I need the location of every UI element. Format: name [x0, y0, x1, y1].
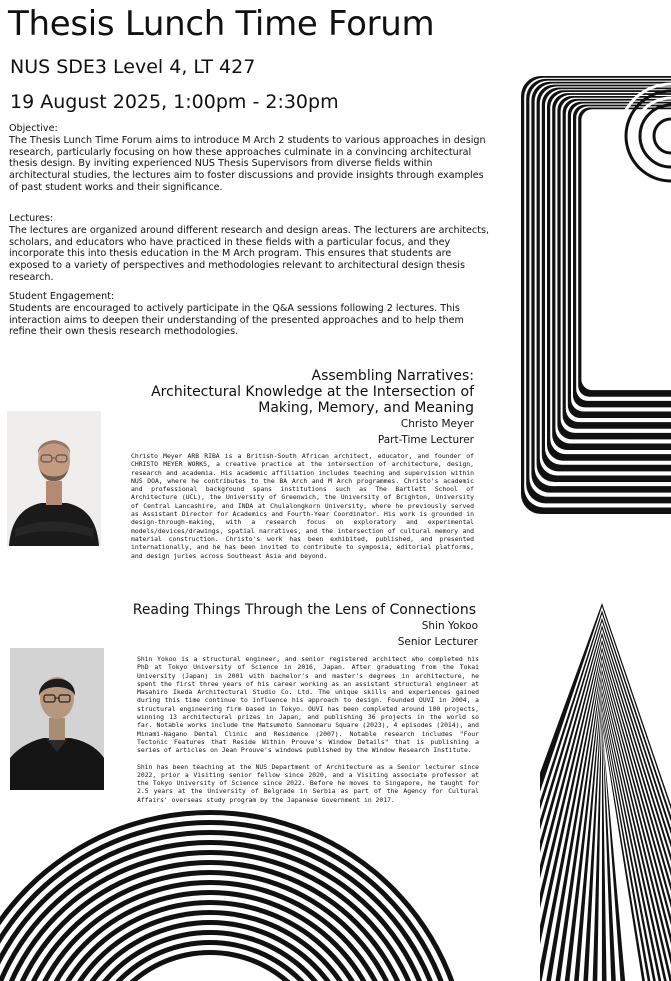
- event-venue: NUS SDE3 Level 4, LT 427: [10, 56, 256, 78]
- lectures-body: The lectures are organized around different research and design areas. The lecturers are architects, scholars, and educators who have practiced in these fields with a particular focus, and they incorporate this into thesis education in the M Arch program. This ensures that students are exposed to a variety of perspectives and methodologies relevant to architectural design thesis research.: [9, 224, 490, 283]
- pattern-stripe: [581, 109, 671, 390]
- bio-paragraph: Christo Meyer ARB RIBA is a British-South African architect, educator, and founder of CHRISTO MEYER WORKS, a creative practice at the intersection of architecture, design, research and academia. His academic affiliation includes teaching and supervision within NUS DOA, where he contributes to the BA Arch and M Arch programmes. Christo's academic and professional background spans institutions such as The Bartlett School of Architecture (UCL), the University of Greenwich, the University of Brighton, University of Central Lancashire, and INDA at Chulalongkorn University, where he previously served as Assistant Director for Academics and Fourth-Year Coordinator. His work is grounded in design-through-making, with a research focus on exploratory and experimental models/devices/drawings, spatial narratives, and the intersection of cultural memory and material construction. Christo's work has been exhibited, published, and presented internationally, and he has been invited to contribute to symposia, editorial platforms, and design juries across Southeast Asia and beyond.: [131, 452, 474, 560]
- speaker-photo-shin-yokoo: [10, 648, 104, 790]
- talk-2-title: [120, 602, 476, 618]
- talk-2-speaker-role: Senior Lecturer: [397, 636, 478, 648]
- bio-paragraph: Shin has been teaching at the NUS Department of Architecture as a Senior lecturer since 2022, prior a Visiting senior fellow since 2020, and a Visiting associate professor at the Tokyo University of Science since 2022. Before he moves to Singapore, he taught for 2.5 years at the University of Belgrade in Serbia as part of the Agency for Cultural Affairs' overseas study program by the Japanese Government in 2017.: [137, 762, 479, 804]
- engagement-body: Students are encouraged to actively participate in the Q&A sessions following 2 lectures. This interaction aims to deepen their understanding of the presented approaches and to help them refine their own thesis research methodologies.: [9, 302, 464, 338]
- talk-1-title-line: Architectural Knowledge at the Intersection of: [151, 384, 474, 400]
- event-datetime: 19 August 2025, 1:00pm - 2:30pm: [10, 91, 339, 113]
- talk-1-speaker-role: Part-Time Lecturer: [377, 434, 474, 446]
- talk-1-title-line: Making, Memory, and Meaning: [258, 400, 474, 416]
- talk-1-speaker-name: Christo Meyer: [400, 418, 474, 430]
- talk-2-title-line: Reading Things Through the Lens of Connections: [132, 602, 476, 618]
- talk-2-speaker-bio: [137, 655, 479, 804]
- engagement-heading: Student Engagement:: [9, 291, 115, 302]
- objective-heading: Objective:: [9, 123, 58, 134]
- arch-pattern-graphic: [0, 810, 560, 981]
- talk-1-title-line: Assembling Narratives:: [311, 368, 474, 384]
- engagement-section: [9, 291, 489, 338]
- talk-2-speaker-name: Shin Yokoo: [421, 620, 478, 632]
- lectures-section: [9, 213, 489, 284]
- talk-1-title: [140, 368, 474, 416]
- objective-section: [9, 123, 489, 194]
- speaker-photo-christo-meyer: [7, 411, 101, 546]
- page-title: Thesis Lunch Time Forum: [8, 4, 435, 44]
- bio-paragraph: Shin Yokoo is a structural engineer, and senior registered architect who completed his PhD at Tokyo University of Science in 2016, Japan. After graduating from the Tokai University (Japan) in 2001 with bachelor's and master's degrees in architecture, he spent the first three years of his career working as an assistant structural engineer at Masahiro Ikeda Architectural Studio Co. Ltd. The unique skills and experiences gained during this time continue to influence his approach to design. Founded OUVI in 2004, a structural engineering firm based in Tokyo. OUVI has been completed around 100 projects, winning 13 architectural prizes in Japan, and publishing 36 projects in the world so far. Notable works include the Matsumoto Sannomaru Square (2023), 4 episodes (2014), and Minami-Nagano Dental Clinic and Residence (2007). Notable research includes "Four Tectonic Features that Reside Within Prouve's Window Details" that is publishing a series of articles on Jean Prouve's windows published by the Window Research Institute.: [137, 655, 479, 755]
- objective-body: The Thesis Lunch Time Forum aims to introduce M Arch 2 students to various approaches in design research, particularly focusing on how these approaches culminate in a convincing architectural thesis design. By inviting experienced NUS Thesis Supervisors from diverse fields within architectural studies, the lectures aim to foster discussions and provide insights through examples of past student works and their significance.: [9, 134, 486, 193]
- rectangle-pattern-graphic: [521, 76, 671, 514]
- talk-1-speaker-bio: [131, 452, 474, 560]
- lectures-heading: Lectures:: [9, 213, 54, 224]
